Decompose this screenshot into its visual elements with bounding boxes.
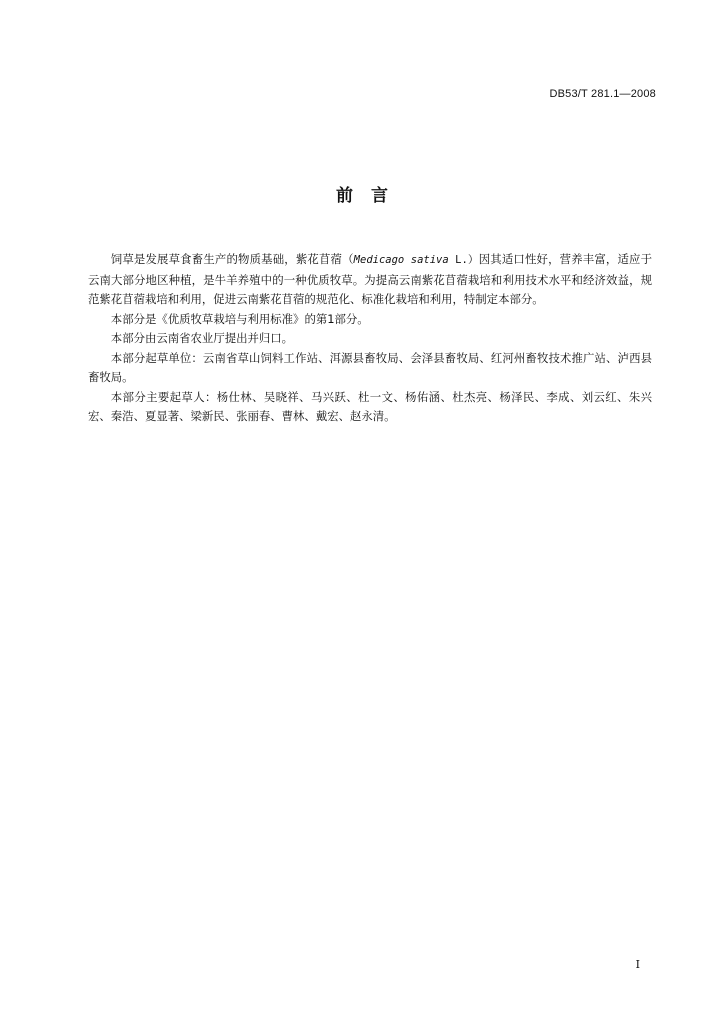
paragraph-part-statement: 本部分是《优质牧草栽培与利用标准》的第1部分。 bbox=[110, 311, 369, 326]
paragraph-intro-after: 因其适口性好，营养丰富，适应于云南大部分地区种植，是牛羊养殖中的一种优质牧草。为提高云南紫花苜蓿栽培和利用技术水平和经济效益，规范紫花苜蓿栽培和利用，促进云南紫花苜蓿的规范化、标准化栽培和利用，特制定本部分。 bbox=[88, 252, 652, 306]
species-name: sativa bbox=[404, 254, 449, 266]
paragraph-drafting-units: 本部分起草单位：云南省草山饲料工作站、洱源县畜牧局、会泽县畜牧局、红河州畜牧技术推广站、泸西县畜牧局。 bbox=[88, 350, 652, 384]
paragraph-drafters: 本部分主要起草人：杨仕林、吴晓祥、马兴跃、杜一文、杨佑涵、杜杰亮、杨泽民、李成、刘云红、朱兴宏、秦浩、夏显著、梁新民、张丽春、曹林、戴宏、赵永清。 bbox=[88, 389, 652, 423]
page-number: I bbox=[635, 958, 640, 971]
genus-name: Medicago bbox=[353, 254, 405, 266]
preface-body bbox=[88, 250, 652, 427]
document-code: DB53/T 281.1—2008 bbox=[549, 88, 656, 100]
paragraph-intro-before: 饲草是发展草食畜生产的物质基础，紫花苜蓿（ bbox=[110, 252, 354, 266]
paragraph-intro bbox=[88, 250, 652, 310]
paragraph-proposer: 本部分由云南省农业厅提出并归口。 bbox=[110, 331, 294, 345]
author-abbrev: L.） bbox=[448, 254, 479, 266]
page-title: 前言 bbox=[336, 186, 406, 206]
